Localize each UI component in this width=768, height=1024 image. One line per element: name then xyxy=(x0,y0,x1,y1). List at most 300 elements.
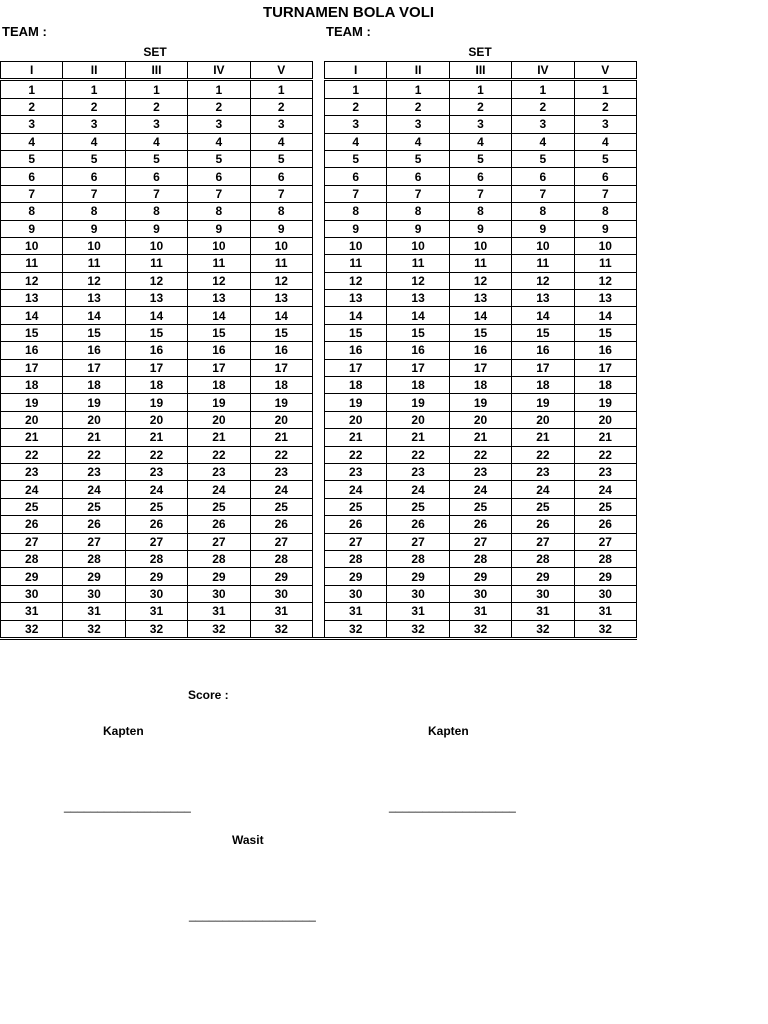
point-cell[interactable]: 13 xyxy=(325,290,387,307)
point-cell[interactable]: 28 xyxy=(449,550,511,567)
point-cell[interactable]: 22 xyxy=(188,446,250,463)
point-cell[interactable]: 24 xyxy=(449,481,511,498)
point-cell[interactable]: 10 xyxy=(325,237,387,254)
point-cell[interactable]: 4 xyxy=(325,133,387,150)
point-cell[interactable]: 19 xyxy=(188,394,250,411)
point-cell[interactable]: 2 xyxy=(188,98,250,115)
point-cell[interactable]: 25 xyxy=(125,498,187,515)
point-cell[interactable]: 7 xyxy=(250,185,312,202)
point-cell[interactable]: 29 xyxy=(387,568,449,585)
point-cell[interactable]: 16 xyxy=(63,342,125,359)
point-cell[interactable]: 8 xyxy=(250,203,312,220)
point-cell[interactable]: 27 xyxy=(449,533,511,550)
point-cell[interactable]: 23 xyxy=(1,463,63,480)
point-cell[interactable]: 14 xyxy=(1,307,63,324)
point-cell[interactable]: 22 xyxy=(125,446,187,463)
point-cell[interactable]: 8 xyxy=(512,203,574,220)
point-cell[interactable]: 7 xyxy=(449,185,511,202)
point-cell[interactable]: 7 xyxy=(387,185,449,202)
point-cell[interactable]: 8 xyxy=(188,203,250,220)
point-cell[interactable]: 23 xyxy=(125,463,187,480)
point-cell[interactable]: 23 xyxy=(574,463,636,480)
point-cell[interactable]: 27 xyxy=(63,533,125,550)
point-cell[interactable]: 24 xyxy=(387,481,449,498)
point-cell[interactable]: 1 xyxy=(574,80,636,98)
point-cell[interactable]: 23 xyxy=(387,463,449,480)
point-cell[interactable]: 18 xyxy=(512,377,574,394)
point-cell[interactable]: 17 xyxy=(250,359,312,376)
point-cell[interactable]: 11 xyxy=(387,255,449,272)
point-cell[interactable]: 14 xyxy=(449,307,511,324)
point-cell[interactable]: 12 xyxy=(63,272,125,289)
point-cell[interactable]: 14 xyxy=(512,307,574,324)
point-cell[interactable]: 3 xyxy=(250,116,312,133)
point-cell[interactable]: 5 xyxy=(325,150,387,167)
point-cell[interactable]: 29 xyxy=(325,568,387,585)
point-cell[interactable]: 9 xyxy=(188,220,250,237)
point-cell[interactable]: 26 xyxy=(449,516,511,533)
point-cell[interactable]: 16 xyxy=(449,342,511,359)
point-cell[interactable]: 30 xyxy=(1,585,63,602)
point-cell[interactable]: 20 xyxy=(325,411,387,428)
point-cell[interactable]: 2 xyxy=(387,98,449,115)
point-cell[interactable]: 3 xyxy=(574,116,636,133)
point-cell[interactable]: 20 xyxy=(250,411,312,428)
point-cell[interactable]: 18 xyxy=(188,377,250,394)
point-cell[interactable]: 6 xyxy=(325,168,387,185)
point-cell[interactable]: 9 xyxy=(387,220,449,237)
point-cell[interactable]: 11 xyxy=(63,255,125,272)
point-cell[interactable]: 28 xyxy=(63,550,125,567)
point-cell[interactable]: 20 xyxy=(574,411,636,428)
point-cell[interactable]: 20 xyxy=(387,411,449,428)
point-cell[interactable]: 4 xyxy=(125,133,187,150)
point-cell[interactable]: 23 xyxy=(63,463,125,480)
point-cell[interactable]: 27 xyxy=(250,533,312,550)
point-cell[interactable]: 32 xyxy=(574,620,636,638)
point-cell[interactable]: 23 xyxy=(188,463,250,480)
point-cell[interactable]: 21 xyxy=(125,429,187,446)
point-cell[interactable]: 23 xyxy=(449,463,511,480)
point-cell[interactable]: 6 xyxy=(574,168,636,185)
point-cell[interactable]: 31 xyxy=(125,603,187,620)
point-cell[interactable]: 20 xyxy=(449,411,511,428)
point-cell[interactable]: 19 xyxy=(1,394,63,411)
point-cell[interactable]: 14 xyxy=(250,307,312,324)
point-cell[interactable]: 29 xyxy=(188,568,250,585)
point-cell[interactable]: 10 xyxy=(1,237,63,254)
point-cell[interactable]: 11 xyxy=(250,255,312,272)
point-cell[interactable]: 28 xyxy=(325,550,387,567)
point-cell[interactable]: 32 xyxy=(250,620,312,638)
point-cell[interactable]: 18 xyxy=(63,377,125,394)
point-cell[interactable]: 15 xyxy=(1,324,63,341)
point-cell[interactable]: 5 xyxy=(574,150,636,167)
point-cell[interactable]: 7 xyxy=(574,185,636,202)
point-cell[interactable]: 14 xyxy=(325,307,387,324)
point-cell[interactable]: 32 xyxy=(125,620,187,638)
point-cell[interactable]: 27 xyxy=(387,533,449,550)
point-cell[interactable]: 7 xyxy=(125,185,187,202)
point-cell[interactable]: 15 xyxy=(387,324,449,341)
point-cell[interactable]: 26 xyxy=(574,516,636,533)
point-cell[interactable]: 22 xyxy=(574,446,636,463)
point-cell[interactable]: 10 xyxy=(512,237,574,254)
point-cell[interactable]: 18 xyxy=(125,377,187,394)
point-cell[interactable]: 32 xyxy=(512,620,574,638)
point-cell[interactable]: 17 xyxy=(125,359,187,376)
point-cell[interactable]: 9 xyxy=(325,220,387,237)
point-cell[interactable]: 15 xyxy=(449,324,511,341)
point-cell[interactable]: 12 xyxy=(449,272,511,289)
point-cell[interactable]: 22 xyxy=(1,446,63,463)
point-cell[interactable]: 30 xyxy=(512,585,574,602)
point-cell[interactable]: 21 xyxy=(512,429,574,446)
point-cell[interactable]: 11 xyxy=(512,255,574,272)
point-cell[interactable]: 7 xyxy=(63,185,125,202)
point-cell[interactable]: 4 xyxy=(188,133,250,150)
point-cell[interactable]: 2 xyxy=(1,98,63,115)
point-cell[interactable]: 3 xyxy=(63,116,125,133)
point-cell[interactable]: 9 xyxy=(1,220,63,237)
point-cell[interactable]: 15 xyxy=(125,324,187,341)
point-cell[interactable]: 20 xyxy=(188,411,250,428)
point-cell[interactable]: 19 xyxy=(325,394,387,411)
point-cell[interactable]: 10 xyxy=(574,237,636,254)
point-cell[interactable]: 20 xyxy=(512,411,574,428)
point-cell[interactable]: 8 xyxy=(125,203,187,220)
point-cell[interactable]: 7 xyxy=(1,185,63,202)
point-cell[interactable]: 17 xyxy=(63,359,125,376)
point-cell[interactable]: 19 xyxy=(574,394,636,411)
point-cell[interactable]: 21 xyxy=(1,429,63,446)
point-cell[interactable]: 17 xyxy=(574,359,636,376)
point-cell[interactable]: 30 xyxy=(387,585,449,602)
point-cell[interactable]: 23 xyxy=(250,463,312,480)
point-cell[interactable]: 1 xyxy=(449,80,511,98)
point-cell[interactable]: 24 xyxy=(250,481,312,498)
point-cell[interactable]: 10 xyxy=(387,237,449,254)
point-cell[interactable]: 27 xyxy=(574,533,636,550)
point-cell[interactable]: 12 xyxy=(512,272,574,289)
point-cell[interactable]: 7 xyxy=(188,185,250,202)
point-cell[interactable]: 13 xyxy=(1,290,63,307)
point-cell[interactable]: 14 xyxy=(188,307,250,324)
point-cell[interactable]: 10 xyxy=(63,237,125,254)
point-cell[interactable]: 16 xyxy=(574,342,636,359)
point-cell[interactable]: 12 xyxy=(387,272,449,289)
point-cell[interactable]: 25 xyxy=(512,498,574,515)
point-cell[interactable]: 22 xyxy=(449,446,511,463)
point-cell[interactable]: 32 xyxy=(387,620,449,638)
point-cell[interactable]: 12 xyxy=(574,272,636,289)
point-cell[interactable]: 4 xyxy=(63,133,125,150)
point-cell[interactable]: 4 xyxy=(250,133,312,150)
point-cell[interactable]: 4 xyxy=(449,133,511,150)
point-cell[interactable]: 18 xyxy=(387,377,449,394)
point-cell[interactable]: 17 xyxy=(188,359,250,376)
point-cell[interactable]: 14 xyxy=(387,307,449,324)
point-cell[interactable]: 1 xyxy=(387,80,449,98)
point-cell[interactable]: 30 xyxy=(250,585,312,602)
point-cell[interactable]: 32 xyxy=(188,620,250,638)
point-cell[interactable]: 10 xyxy=(125,237,187,254)
point-cell[interactable]: 21 xyxy=(449,429,511,446)
point-cell[interactable]: 29 xyxy=(63,568,125,585)
point-cell[interactable]: 30 xyxy=(188,585,250,602)
point-cell[interactable]: 8 xyxy=(1,203,63,220)
point-cell[interactable]: 13 xyxy=(512,290,574,307)
point-cell[interactable]: 5 xyxy=(1,150,63,167)
point-cell[interactable]: 19 xyxy=(63,394,125,411)
point-cell[interactable]: 18 xyxy=(574,377,636,394)
point-cell[interactable]: 19 xyxy=(250,394,312,411)
point-cell[interactable]: 3 xyxy=(512,116,574,133)
point-cell[interactable]: 30 xyxy=(125,585,187,602)
point-cell[interactable]: 18 xyxy=(449,377,511,394)
point-cell[interactable]: 15 xyxy=(63,324,125,341)
point-cell[interactable]: 1 xyxy=(63,80,125,98)
point-cell[interactable]: 6 xyxy=(1,168,63,185)
point-cell[interactable]: 2 xyxy=(449,98,511,115)
point-cell[interactable]: 1 xyxy=(1,80,63,98)
point-cell[interactable]: 9 xyxy=(512,220,574,237)
point-cell[interactable]: 29 xyxy=(574,568,636,585)
point-cell[interactable]: 18 xyxy=(325,377,387,394)
point-cell[interactable]: 12 xyxy=(250,272,312,289)
point-cell[interactable]: 1 xyxy=(325,80,387,98)
point-cell[interactable]: 3 xyxy=(325,116,387,133)
point-cell[interactable]: 2 xyxy=(574,98,636,115)
point-cell[interactable]: 15 xyxy=(250,324,312,341)
point-cell[interactable]: 15 xyxy=(188,324,250,341)
point-cell[interactable]: 10 xyxy=(188,237,250,254)
point-cell[interactable]: 1 xyxy=(188,80,250,98)
point-cell[interactable]: 19 xyxy=(125,394,187,411)
point-cell[interactable]: 19 xyxy=(387,394,449,411)
point-cell[interactable]: 2 xyxy=(63,98,125,115)
point-cell[interactable]: 10 xyxy=(449,237,511,254)
point-cell[interactable]: 9 xyxy=(63,220,125,237)
point-cell[interactable]: 25 xyxy=(387,498,449,515)
point-cell[interactable]: 9 xyxy=(574,220,636,237)
point-cell[interactable]: 20 xyxy=(63,411,125,428)
point-cell[interactable]: 30 xyxy=(449,585,511,602)
point-cell[interactable]: 31 xyxy=(449,603,511,620)
point-cell[interactable]: 24 xyxy=(574,481,636,498)
point-cell[interactable]: 14 xyxy=(574,307,636,324)
point-cell[interactable]: 11 xyxy=(325,255,387,272)
point-cell[interactable]: 22 xyxy=(512,446,574,463)
point-cell[interactable]: 16 xyxy=(387,342,449,359)
point-cell[interactable]: 6 xyxy=(512,168,574,185)
point-cell[interactable]: 8 xyxy=(325,203,387,220)
point-cell[interactable]: 21 xyxy=(188,429,250,446)
point-cell[interactable]: 13 xyxy=(125,290,187,307)
point-cell[interactable]: 25 xyxy=(63,498,125,515)
point-cell[interactable]: 22 xyxy=(63,446,125,463)
point-cell[interactable]: 27 xyxy=(125,533,187,550)
point-cell[interactable]: 13 xyxy=(250,290,312,307)
point-cell[interactable]: 23 xyxy=(512,463,574,480)
point-cell[interactable]: 18 xyxy=(250,377,312,394)
point-cell[interactable]: 31 xyxy=(574,603,636,620)
point-cell[interactable]: 12 xyxy=(1,272,63,289)
point-cell[interactable]: 6 xyxy=(63,168,125,185)
point-cell[interactable]: 18 xyxy=(1,377,63,394)
point-cell[interactable]: 4 xyxy=(387,133,449,150)
point-cell[interactable]: 32 xyxy=(449,620,511,638)
point-cell[interactable]: 24 xyxy=(325,481,387,498)
point-cell[interactable]: 7 xyxy=(512,185,574,202)
point-cell[interactable]: 9 xyxy=(125,220,187,237)
point-cell[interactable]: 29 xyxy=(1,568,63,585)
point-cell[interactable]: 29 xyxy=(125,568,187,585)
point-cell[interactable]: 9 xyxy=(250,220,312,237)
point-cell[interactable]: 26 xyxy=(250,516,312,533)
point-cell[interactable]: 11 xyxy=(125,255,187,272)
point-cell[interactable]: 6 xyxy=(449,168,511,185)
point-cell[interactable]: 3 xyxy=(125,116,187,133)
point-cell[interactable]: 12 xyxy=(125,272,187,289)
point-cell[interactable]: 26 xyxy=(63,516,125,533)
point-cell[interactable]: 5 xyxy=(449,150,511,167)
point-cell[interactable]: 11 xyxy=(449,255,511,272)
point-cell[interactable]: 6 xyxy=(125,168,187,185)
point-cell[interactable]: 28 xyxy=(512,550,574,567)
point-cell[interactable]: 28 xyxy=(250,550,312,567)
point-cell[interactable]: 21 xyxy=(325,429,387,446)
point-cell[interactable]: 31 xyxy=(63,603,125,620)
point-cell[interactable]: 16 xyxy=(188,342,250,359)
point-cell[interactable]: 24 xyxy=(63,481,125,498)
point-cell[interactable]: 13 xyxy=(63,290,125,307)
point-cell[interactable]: 28 xyxy=(1,550,63,567)
point-cell[interactable]: 16 xyxy=(125,342,187,359)
point-cell[interactable]: 26 xyxy=(325,516,387,533)
point-cell[interactable]: 31 xyxy=(512,603,574,620)
point-cell[interactable]: 13 xyxy=(387,290,449,307)
point-cell[interactable]: 32 xyxy=(1,620,63,638)
point-cell[interactable]: 15 xyxy=(325,324,387,341)
point-cell[interactable]: 5 xyxy=(188,150,250,167)
point-cell[interactable]: 16 xyxy=(325,342,387,359)
point-cell[interactable]: 5 xyxy=(125,150,187,167)
point-cell[interactable]: 27 xyxy=(188,533,250,550)
point-cell[interactable]: 3 xyxy=(1,116,63,133)
point-cell[interactable]: 17 xyxy=(1,359,63,376)
point-cell[interactable]: 22 xyxy=(325,446,387,463)
point-cell[interactable]: 16 xyxy=(512,342,574,359)
point-cell[interactable]: 8 xyxy=(449,203,511,220)
point-cell[interactable]: 24 xyxy=(512,481,574,498)
point-cell[interactable]: 21 xyxy=(63,429,125,446)
point-cell[interactable]: 6 xyxy=(250,168,312,185)
point-cell[interactable]: 11 xyxy=(1,255,63,272)
point-cell[interactable]: 17 xyxy=(325,359,387,376)
point-cell[interactable]: 3 xyxy=(188,116,250,133)
point-cell[interactable]: 29 xyxy=(250,568,312,585)
point-cell[interactable]: 30 xyxy=(574,585,636,602)
point-cell[interactable]: 7 xyxy=(325,185,387,202)
point-cell[interactable]: 21 xyxy=(250,429,312,446)
point-cell[interactable]: 27 xyxy=(325,533,387,550)
point-cell[interactable]: 5 xyxy=(387,150,449,167)
point-cell[interactable]: 12 xyxy=(188,272,250,289)
point-cell[interactable]: 17 xyxy=(512,359,574,376)
point-cell[interactable]: 26 xyxy=(188,516,250,533)
point-cell[interactable]: 6 xyxy=(387,168,449,185)
point-cell[interactable]: 17 xyxy=(449,359,511,376)
point-cell[interactable]: 28 xyxy=(188,550,250,567)
point-cell[interactable]: 25 xyxy=(325,498,387,515)
point-cell[interactable]: 19 xyxy=(449,394,511,411)
point-cell[interactable]: 25 xyxy=(449,498,511,515)
point-cell[interactable]: 21 xyxy=(574,429,636,446)
point-cell[interactable]: 2 xyxy=(512,98,574,115)
point-cell[interactable]: 31 xyxy=(250,603,312,620)
point-cell[interactable]: 22 xyxy=(387,446,449,463)
point-cell[interactable]: 29 xyxy=(512,568,574,585)
point-cell[interactable]: 4 xyxy=(1,133,63,150)
point-cell[interactable]: 30 xyxy=(325,585,387,602)
point-cell[interactable]: 26 xyxy=(125,516,187,533)
point-cell[interactable]: 31 xyxy=(387,603,449,620)
point-cell[interactable]: 9 xyxy=(449,220,511,237)
point-cell[interactable]: 1 xyxy=(512,80,574,98)
point-cell[interactable]: 28 xyxy=(387,550,449,567)
point-cell[interactable]: 31 xyxy=(188,603,250,620)
point-cell[interactable]: 4 xyxy=(512,133,574,150)
point-cell[interactable]: 32 xyxy=(325,620,387,638)
point-cell[interactable]: 29 xyxy=(449,568,511,585)
point-cell[interactable]: 2 xyxy=(250,98,312,115)
point-cell[interactable]: 13 xyxy=(574,290,636,307)
point-cell[interactable]: 13 xyxy=(449,290,511,307)
point-cell[interactable]: 26 xyxy=(1,516,63,533)
point-cell[interactable]: 19 xyxy=(512,394,574,411)
point-cell[interactable]: 14 xyxy=(125,307,187,324)
point-cell[interactable]: 31 xyxy=(325,603,387,620)
point-cell[interactable]: 3 xyxy=(449,116,511,133)
point-cell[interactable]: 17 xyxy=(387,359,449,376)
point-cell[interactable]: 21 xyxy=(387,429,449,446)
point-cell[interactable]: 25 xyxy=(574,498,636,515)
point-cell[interactable]: 13 xyxy=(188,290,250,307)
point-cell[interactable]: 25 xyxy=(1,498,63,515)
point-cell[interactable]: 11 xyxy=(574,255,636,272)
point-cell[interactable]: 28 xyxy=(574,550,636,567)
point-cell[interactable]: 28 xyxy=(125,550,187,567)
point-cell[interactable]: 2 xyxy=(325,98,387,115)
point-cell[interactable]: 6 xyxy=(188,168,250,185)
point-cell[interactable]: 15 xyxy=(574,324,636,341)
point-cell[interactable]: 8 xyxy=(574,203,636,220)
point-cell[interactable]: 5 xyxy=(512,150,574,167)
point-cell[interactable]: 20 xyxy=(1,411,63,428)
point-cell[interactable]: 10 xyxy=(250,237,312,254)
point-cell[interactable]: 12 xyxy=(325,272,387,289)
point-cell[interactable]: 30 xyxy=(63,585,125,602)
point-cell[interactable]: 23 xyxy=(325,463,387,480)
point-cell[interactable]: 2 xyxy=(125,98,187,115)
point-cell[interactable]: 15 xyxy=(512,324,574,341)
point-cell[interactable]: 25 xyxy=(250,498,312,515)
point-cell[interactable]: 27 xyxy=(1,533,63,550)
point-cell[interactable]: 4 xyxy=(574,133,636,150)
point-cell[interactable]: 22 xyxy=(250,446,312,463)
point-cell[interactable]: 5 xyxy=(63,150,125,167)
